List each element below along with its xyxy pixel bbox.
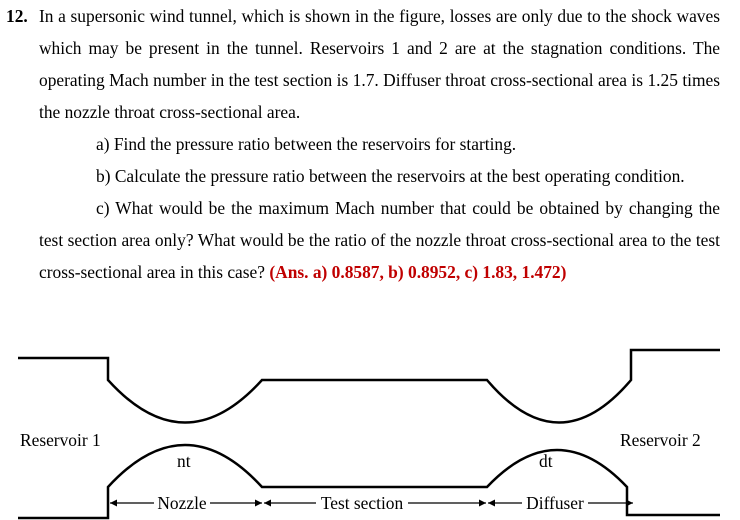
problem-intro: In a supersonic wind tunnel, which is shown in the figure, losses are only due to the shock waves which may be present in the tunnel. Reservoirs 1 and 2 are at the stagnation conditions. The operating Mach number in the test section is 1.7. Diffuser throat cross-sectional area is 1.25 times the nozzle throat cross-sectional area.	[39, 6, 720, 122]
reservoir-1-label: Reservoir 1	[20, 430, 101, 450]
test-section-label: Test section	[320, 493, 404, 513]
part-c: c) What would be the maximum Mach number that could be obtained by changing the test section area only? What would be the ratio of the nozzle throat cross-sectional area to the test cross-sectional area in this case?	[39, 198, 720, 282]
problem-number: 12.	[6, 6, 28, 26]
diffuser-label: Diffuser	[526, 493, 584, 513]
part-a: a) Find the pressure ratio between the reservoirs for starting.	[96, 134, 517, 154]
wind-tunnel-figure	[0, 330, 740, 520]
part-c-paragraph	[6, 192, 720, 288]
nozzle-throat-label: nt	[177, 451, 191, 471]
tunnel-upper-wall	[18, 350, 720, 423]
nozzle-label: Nozzle	[157, 493, 207, 513]
answer: (Ans. a) 0.8587, b) 0.8952, c) 1.83, 1.472)	[269, 262, 567, 282]
problem-statement	[6, 0, 720, 288]
part-b: b) Calculate the pressure ratio between the reservoirs at the best operating condition.	[96, 166, 685, 186]
reservoir-2-label: Reservoir 2	[620, 430, 701, 450]
problem-intro-paragraph	[6, 0, 720, 128]
diffuser-throat-label: dt	[539, 451, 553, 471]
